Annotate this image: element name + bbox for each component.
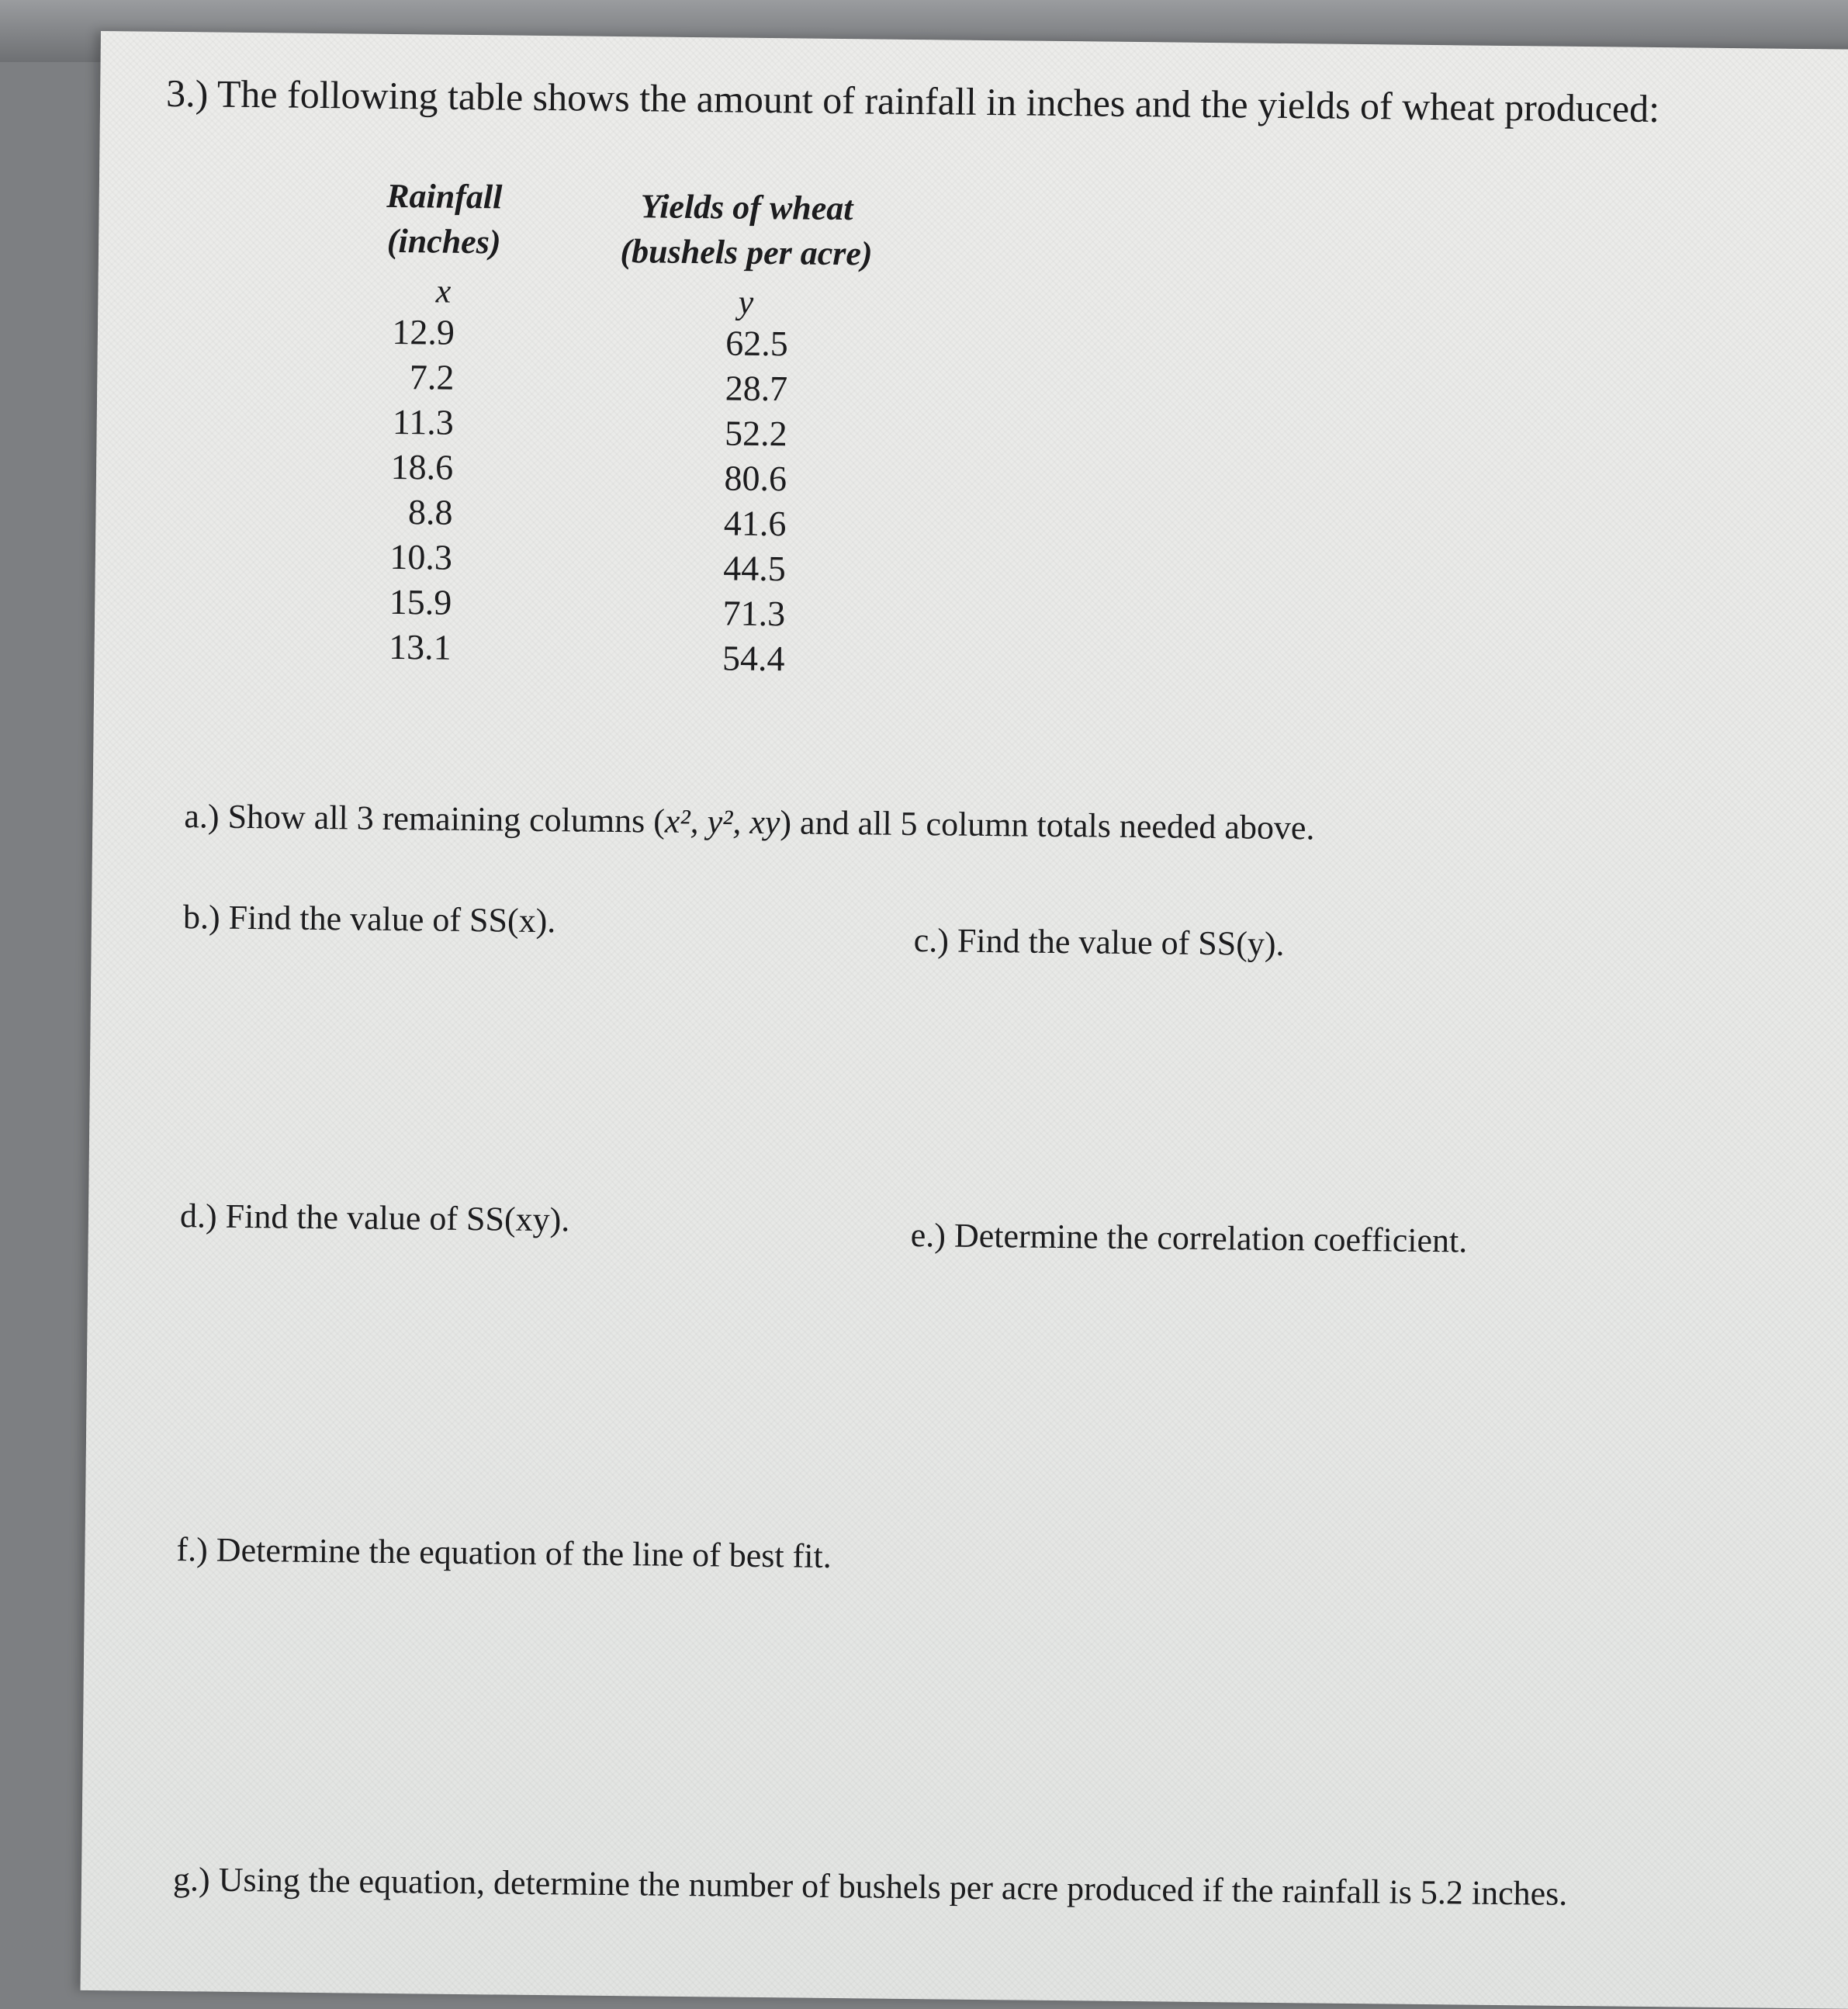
problem-title: 3.) The following table shows the amount of rainfall in inches and the yields of wheat produced: — [165, 71, 1660, 131]
yield-column-header — [580, 183, 914, 276]
question-g: g.) Using the equation, determine the number of bushels per acre produced if the rainfall is 5.2 inches. — [172, 1860, 1568, 1913]
question-b: b.) Find the value of SS(x). — [182, 898, 556, 940]
worksheet-page — [81, 31, 1848, 2009]
table-cell-y: 71.3 — [722, 593, 786, 634]
table-cell-x: 10.3 — [389, 536, 453, 577]
question-e: e.) Determine the correlation coefficient. — [910, 1216, 1468, 1260]
y-variable-label: y — [738, 282, 754, 321]
table-cell-y: 28.7 — [725, 368, 788, 409]
rainfall-header-line1: Rainfall — [386, 176, 503, 216]
table-cell-x: 12.9 — [392, 311, 455, 352]
table-cell-y: 41.6 — [723, 503, 787, 544]
question-a — [184, 796, 1315, 847]
table-cell-x: 11.3 — [392, 401, 455, 442]
table-cell-y: 80.6 — [724, 458, 787, 499]
table-cell-y: 52.2 — [724, 413, 787, 454]
rainfall-column-header — [343, 173, 545, 265]
x-variable-label: x — [435, 272, 452, 310]
rainfall-values-column — [342, 309, 455, 670]
table-cell-y: 44.5 — [723, 548, 787, 589]
yield-values-column — [699, 320, 788, 681]
question-f: f.) Determine the equation of the line of best fit. — [176, 1530, 832, 1575]
table-cell-x: 8.8 — [407, 492, 453, 532]
yield-header-line2: (bushels per acre) — [620, 232, 873, 273]
question-c: c.) Find the value of SS(y). — [913, 921, 1285, 964]
question-d: d.) Find the value of SS(xy). — [179, 1197, 570, 1239]
question-a-prefix: a.) Show all 3 remaining columns ( — [184, 797, 666, 840]
table-cell-x: 15.9 — [389, 581, 452, 622]
yield-header-line1: Yields of wheat — [640, 187, 853, 228]
table-cell-x: 7.2 — [409, 357, 455, 397]
table-cell-y: 62.5 — [725, 323, 789, 364]
rainfall-header-line2: (inches) — [386, 221, 501, 262]
table-cell-x: 18.6 — [390, 446, 454, 487]
question-a-math: x², y², xy — [664, 802, 780, 842]
question-a-suffix: ) and all 5 column totals needed above. — [780, 803, 1315, 847]
table-cell-x: 13.1 — [388, 626, 452, 667]
table-cell-y: 54.4 — [722, 638, 785, 679]
